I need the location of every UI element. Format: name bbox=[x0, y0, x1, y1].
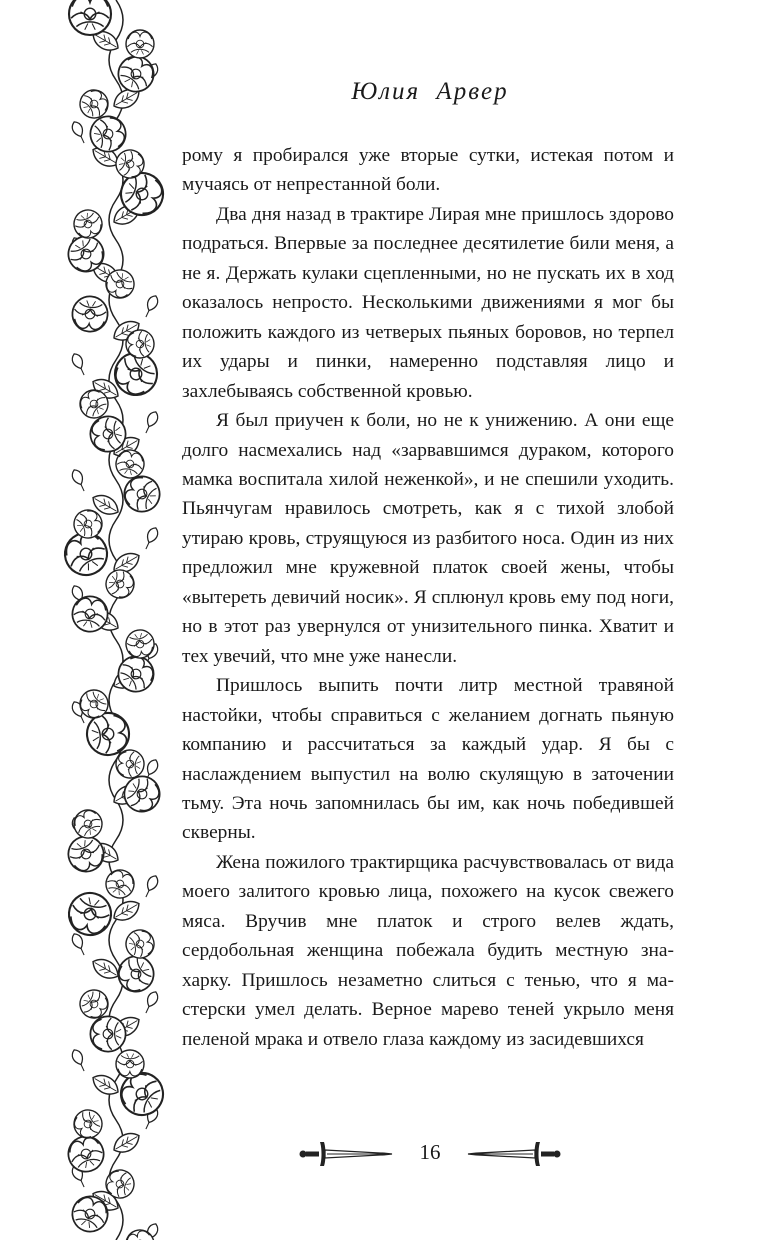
page-footer bbox=[180, 1136, 680, 1172]
paragraph: Два дня назад в трактире Лирая мне пришлось здорово подраться. Впервые за последнее десятилетие били меня, а не я. Держать кулаки сцепленными, но не пускать их в ход оказалось непросто. Несколькими движениями я мог бы положить каждого из четверых пьяных боровов, но терпел их удары и пинки, намеренно подставляя лицо и захлебываясь собственной кровью. bbox=[182, 203, 674, 402]
running-header-author: Юлия Арвер bbox=[351, 78, 509, 105]
paragraph: Жена пожилого трактирщика расчувствовалась от вида моего залитого кровью лица, похожего на кусок свежего мяса. Вручив мне платок и строго велев ждать, сердобольная женщина побежала будить местную знахарку. Пришлось незаметно слиться с тенью, что я мастерски умел делать. Верное марево теней укрыло меня пеленой мрака и отвело глаза каждому из засидевшихся bbox=[182, 851, 674, 1050]
floral-border bbox=[60, 0, 172, 1240]
paragraph: Пришлось выпить почти литр местной травяной настойки, чтобы справиться с желанием догнать пьяную компанию и рассчитаться за каждый удар. Я бы с наслаждением выпустил на волю скулящую в заточении тьму. Эта ночь запомнилась бы им, как ночь победившей скверны. bbox=[182, 675, 674, 844]
page-number: 16 bbox=[419, 1140, 441, 1164]
dagger-right-icon bbox=[466, 1140, 562, 1168]
body-text bbox=[182, 141, 674, 1054]
paragraph: Я был приучен к боли, но не к унижению. А они еще долго насмехались над «зарвавшимся дураком, которого мамка воспитала хилой неженкой», и не спешили уходить. Пьянчугам нравилось смотреть, как я с тихой злобой утираю кровь, струящуюся из разбитого носа. Один из них предложил мне кружевной платок своей жены, чтобы «вытереть девичий носик». Я сплюнул кровь ему под ноги, но в этот раз увернулся от унизительного пинка. Хватит и тех увечий, что мне уже нанесли. bbox=[182, 410, 674, 667]
paragraph: рому я пробирался уже вторые сутки, истекая потом и мучаясь от непрестанной боли. bbox=[182, 145, 674, 196]
